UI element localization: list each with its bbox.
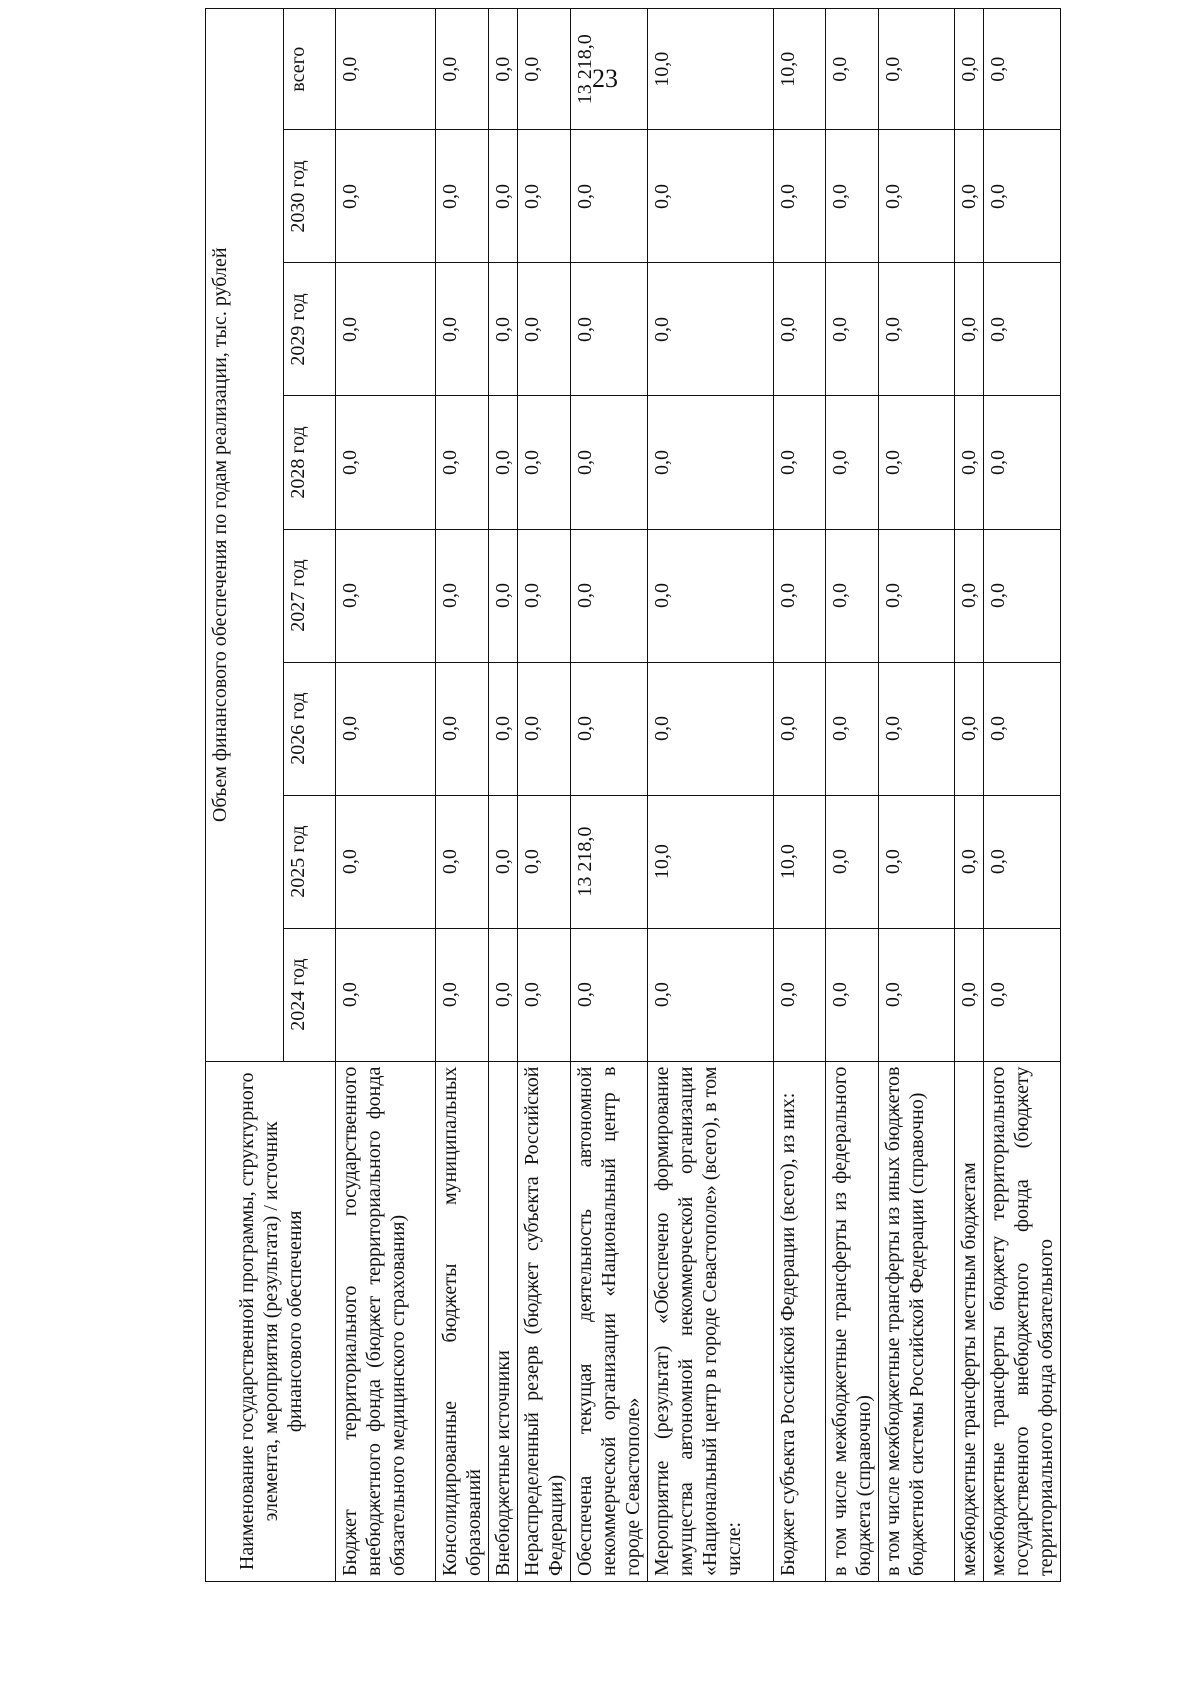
header-volume-group: Объем финансового обеспечения по годам реализации, тыс. рублей xyxy=(206,9,284,1062)
row-source-name: Внебюджетные источники xyxy=(489,1061,518,1581)
row-year-value: 0,0 xyxy=(648,396,774,529)
header-year: 2030 год xyxy=(284,130,336,263)
row-year-value: 0,0 xyxy=(518,529,571,662)
rotated-table-wrapper xyxy=(205,8,1057,1582)
header-year: 2027 год xyxy=(284,529,336,662)
row-year-value: 0,0 xyxy=(984,130,1061,263)
row-year-value: 0,0 xyxy=(571,928,648,1061)
row-year-value: 0,0 xyxy=(955,263,984,396)
row-source-name: в том числе межбюджетные трансферты из иных бюджетов бюджетной системы Российской Федерации (справочно) xyxy=(879,1061,955,1581)
row-year-value: 0,0 xyxy=(436,662,489,795)
row-year-value: 0,0 xyxy=(774,396,826,529)
header-year: 2024 год xyxy=(284,928,336,1061)
row-year-value: 0,0 xyxy=(489,529,518,662)
row-year-value: 0,0 xyxy=(436,795,489,928)
row-year-value: 0,0 xyxy=(571,396,648,529)
row-year-value: 0,0 xyxy=(571,263,648,396)
row-year-value: 0,0 xyxy=(336,263,436,396)
table-row xyxy=(518,9,571,1582)
row-year-value: 0,0 xyxy=(648,529,774,662)
row-year-value: 0,0 xyxy=(879,529,955,662)
row-year-value: 0,0 xyxy=(774,529,826,662)
row-total-value: 0,0 xyxy=(826,9,879,130)
row-year-value: 0,0 xyxy=(336,396,436,529)
row-year-value: 0,0 xyxy=(336,795,436,928)
row-total-value: 0,0 xyxy=(436,9,489,130)
row-year-value: 0,0 xyxy=(774,928,826,1061)
row-source-name: Мероприятие (результат) «Обеспечено формирование имущества автономной некоммерческой организации «Национальный центр в городе Севастополе» (всего), в том числе: xyxy=(648,1061,774,1581)
row-year-value: 0,0 xyxy=(489,662,518,795)
row-total-value: 0,0 xyxy=(518,9,571,130)
row-year-value: 0,0 xyxy=(571,529,648,662)
row-year-value: 0,0 xyxy=(436,396,489,529)
table-row xyxy=(436,9,489,1582)
table-row xyxy=(489,9,518,1582)
row-year-value: 0,0 xyxy=(984,662,1061,795)
row-year-value: 0,0 xyxy=(436,529,489,662)
row-year-value: 0,0 xyxy=(879,928,955,1061)
row-year-value: 0,0 xyxy=(984,529,1061,662)
row-year-value: 0,0 xyxy=(826,396,879,529)
header-total: всего xyxy=(284,9,336,130)
row-year-value: 10,0 xyxy=(648,795,774,928)
row-year-value: 0,0 xyxy=(571,662,648,795)
header-year: 2026 год xyxy=(284,662,336,795)
row-source-name: в том числе межбюджетные трансферты из федерального бюджета (справочно) xyxy=(826,1061,879,1581)
row-year-value: 0,0 xyxy=(436,130,489,263)
header-year: 2029 год xyxy=(284,263,336,396)
row-year-value: 0,0 xyxy=(336,529,436,662)
row-year-value: 0,0 xyxy=(518,396,571,529)
row-year-value: 0,0 xyxy=(336,928,436,1061)
row-year-value: 0,0 xyxy=(984,928,1061,1061)
row-year-value: 0,0 xyxy=(336,662,436,795)
row-year-value: 0,0 xyxy=(436,928,489,1061)
row-year-value: 0,0 xyxy=(489,263,518,396)
row-year-value: 0,0 xyxy=(571,130,648,263)
row-year-value: 10,0 xyxy=(774,795,826,928)
header-name-column: Наименование государственной программы, структурного элемента, мероприятия (результата) / источник финансового обеспечения xyxy=(206,1061,336,1581)
row-year-value: 0,0 xyxy=(879,795,955,928)
row-year-value: 0,0 xyxy=(955,529,984,662)
row-year-value: 0,0 xyxy=(826,795,879,928)
row-year-value: 0,0 xyxy=(489,795,518,928)
row-total-value: 13 218,0 xyxy=(571,9,648,130)
row-total-value: 0,0 xyxy=(955,9,984,130)
row-year-value: 0,0 xyxy=(336,130,436,263)
row-year-value: 0,0 xyxy=(518,928,571,1061)
page-number: 23 xyxy=(592,64,618,93)
row-source-name: Консолидированные бюджеты муниципальных образований xyxy=(436,1061,489,1581)
financing-table xyxy=(205,8,1061,1582)
row-year-value: 0,0 xyxy=(518,263,571,396)
row-year-value: 0,0 xyxy=(648,263,774,396)
row-year-value: 0,0 xyxy=(648,662,774,795)
row-year-value: 0,0 xyxy=(518,662,571,795)
table-row xyxy=(984,9,1061,1582)
row-year-value: 0,0 xyxy=(518,795,571,928)
row-year-value: 0,0 xyxy=(826,529,879,662)
row-year-value: 0,0 xyxy=(826,130,879,263)
table-row xyxy=(336,9,436,1582)
table-row xyxy=(879,9,955,1582)
row-year-value: 0,0 xyxy=(955,662,984,795)
row-year-value: 0,0 xyxy=(648,130,774,263)
row-year-value: 0,0 xyxy=(826,928,879,1061)
header-year: 2028 год xyxy=(284,396,336,529)
row-source-name: Бюджет субъекта Российской Федерации (всего), из них: xyxy=(774,1061,826,1581)
row-year-value: 0,0 xyxy=(879,662,955,795)
row-year-value: 0,0 xyxy=(648,928,774,1061)
row-source-name: межбюджетные трансферты бюджету территориального государственного внебюджетного фонда (бюджету территориального фонда обязательного xyxy=(984,1061,1061,1581)
table-row xyxy=(571,9,648,1582)
row-total-value: 0,0 xyxy=(879,9,955,130)
table-row xyxy=(774,9,826,1582)
row-total-value: 10,0 xyxy=(774,9,826,130)
row-total-value: 10,0 xyxy=(648,9,774,130)
row-source-name: Обеспечена текущая деятельность автономной некоммерческой организации «Национальный центр в городе Севастополе» xyxy=(571,1061,648,1581)
table-row xyxy=(826,9,879,1582)
table-row xyxy=(648,9,774,1582)
row-year-value: 0,0 xyxy=(774,130,826,263)
row-source-name: Нераспределенный резерв (бюджет субъекта Российской Федерации) xyxy=(518,1061,571,1581)
row-year-value: 0,0 xyxy=(984,263,1061,396)
row-total-value: 0,0 xyxy=(336,9,436,130)
row-year-value: 0,0 xyxy=(955,396,984,529)
row-year-value: 0,0 xyxy=(984,396,1061,529)
row-source-name: межбюджетные трансферты местным бюджетам xyxy=(955,1061,984,1581)
table-row xyxy=(955,9,984,1582)
row-year-value: 0,0 xyxy=(826,662,879,795)
row-year-value: 0,0 xyxy=(879,396,955,529)
row-year-value: 0,0 xyxy=(489,130,518,263)
row-total-value: 0,0 xyxy=(489,9,518,130)
row-year-value: 0,0 xyxy=(518,130,571,263)
row-year-value: 0,0 xyxy=(955,795,984,928)
row-year-value: 0,0 xyxy=(774,662,826,795)
row-year-value: 0,0 xyxy=(489,928,518,1061)
row-year-value: 13 218,0 xyxy=(571,795,648,928)
header-year: 2025 год xyxy=(284,795,336,928)
row-year-value: 0,0 xyxy=(774,263,826,396)
row-year-value: 0,0 xyxy=(436,263,489,396)
row-year-value: 0,0 xyxy=(879,263,955,396)
row-year-value: 0,0 xyxy=(879,130,955,263)
row-year-value: 0,0 xyxy=(826,263,879,396)
row-year-value: 0,0 xyxy=(955,130,984,263)
row-year-value: 0,0 xyxy=(955,928,984,1061)
row-total-value: 0,0 xyxy=(984,9,1061,130)
row-year-value: 0,0 xyxy=(489,396,518,529)
row-year-value: 0,0 xyxy=(984,795,1061,928)
row-source-name: Бюджет территориального государственного внебюджетного фонда (бюджет территориального фонда обязательного медицинского страхования) xyxy=(336,1061,436,1581)
